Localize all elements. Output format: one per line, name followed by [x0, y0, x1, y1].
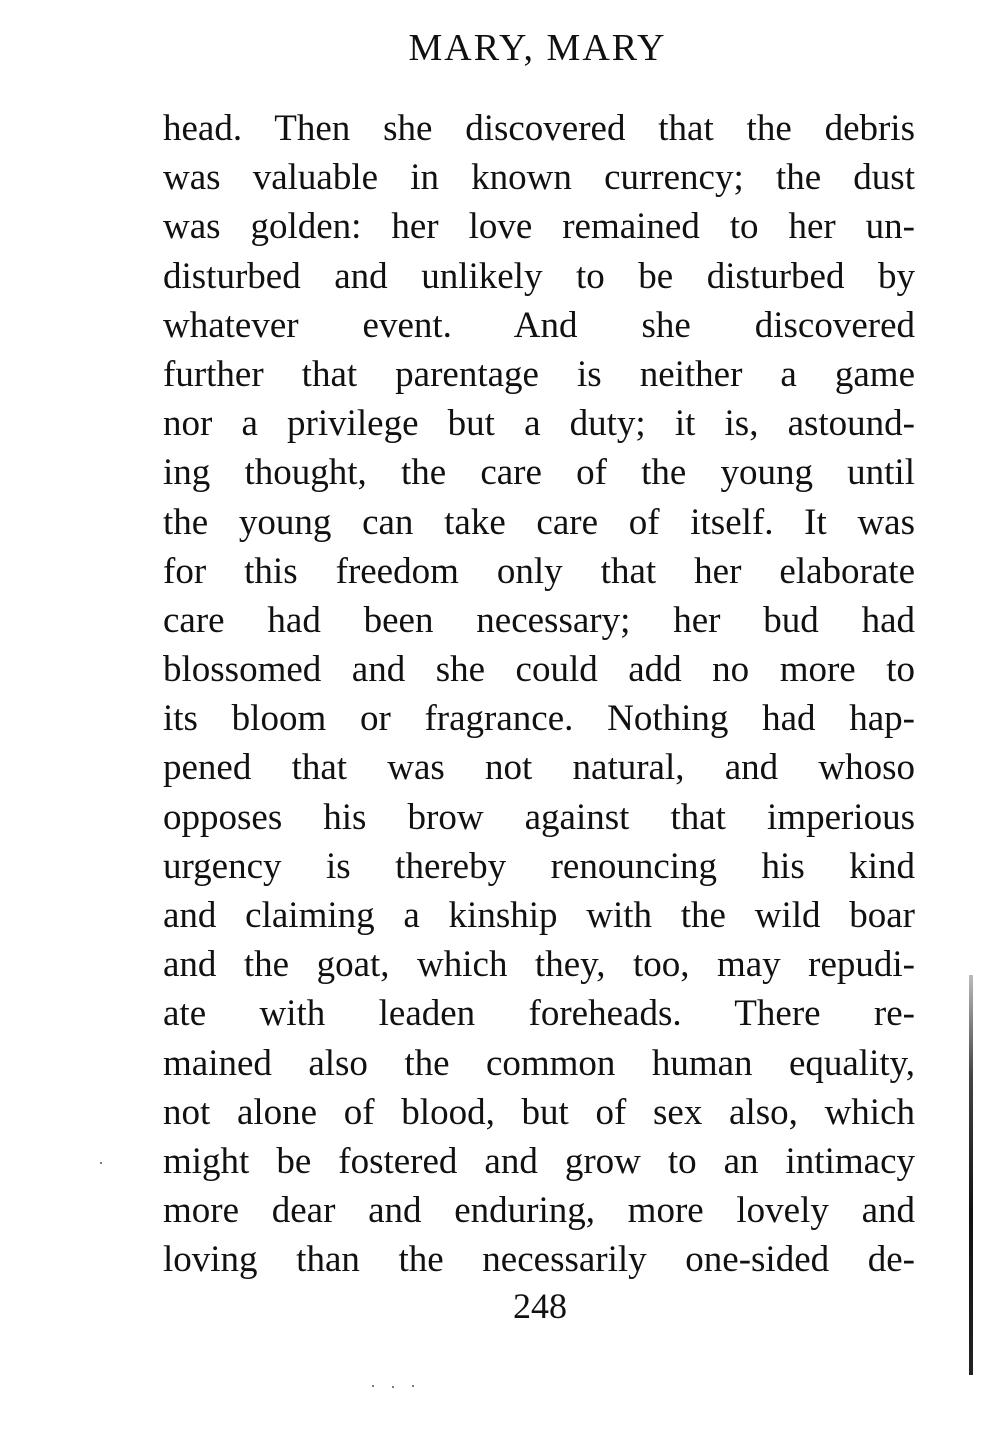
body-text [163, 104, 915, 1285]
text-line: head. Then she discovered that the debris [163, 108, 915, 149]
text-line: and claiming a kinship with the wild boar [163, 895, 915, 936]
running-head: MARY, MARY [408, 27, 667, 69]
text-line: was valuable in known currency; the dust [163, 157, 915, 199]
scan-speck [100, 1162, 102, 1164]
text-line: the young can take care of itself. It was [163, 501, 915, 543]
text-line: pened that was not natural, and whoso [163, 747, 915, 789]
text-line: was golden: her love remained to her un- [163, 206, 915, 248]
scan-speck [412, 1385, 414, 1387]
text-line: not alone of blood, but of sex also, which [163, 1091, 915, 1133]
page-number: 248 [513, 1286, 567, 1326]
text-line: whatever event. And she discovered [163, 304, 915, 346]
text-line: its bloom or fragrance. Nothing had hap- [163, 698, 915, 740]
text-line: disturbed and unlikely to be disturbed by [163, 255, 915, 297]
text-line: further that parentage is neither a game [163, 353, 915, 395]
text-line: nor a privilege but a duty; it is, astound- [163, 403, 915, 445]
text-line: mained also the common human equality, [163, 1042, 915, 1084]
text-line: more dear and enduring, more lovely and [163, 1190, 915, 1232]
scan-edge-shadow [969, 975, 973, 1375]
scan-speck [392, 1386, 394, 1388]
text-line: ing thought, the care of the young until [163, 452, 915, 494]
text-line: ate with leaden foreheads. There re- [163, 993, 915, 1035]
text-line: opposes his brow against that imperious [163, 796, 915, 838]
text-line: urgency is thereby renouncing his kind [163, 845, 915, 887]
text-line: blossomed and she could add no more to [163, 649, 915, 691]
text-line: for this freedom only that her elaborate [163, 550, 915, 592]
text-line: and the goat, which they, too, may repudi- [163, 944, 915, 986]
text-line: loving than the necessarily one-sided de- [163, 1239, 915, 1281]
text-line: might be fostered and grow to an intimacy [163, 1140, 915, 1182]
text-line: care had been necessary; her bud had [163, 599, 915, 641]
scan-speck [372, 1385, 374, 1387]
